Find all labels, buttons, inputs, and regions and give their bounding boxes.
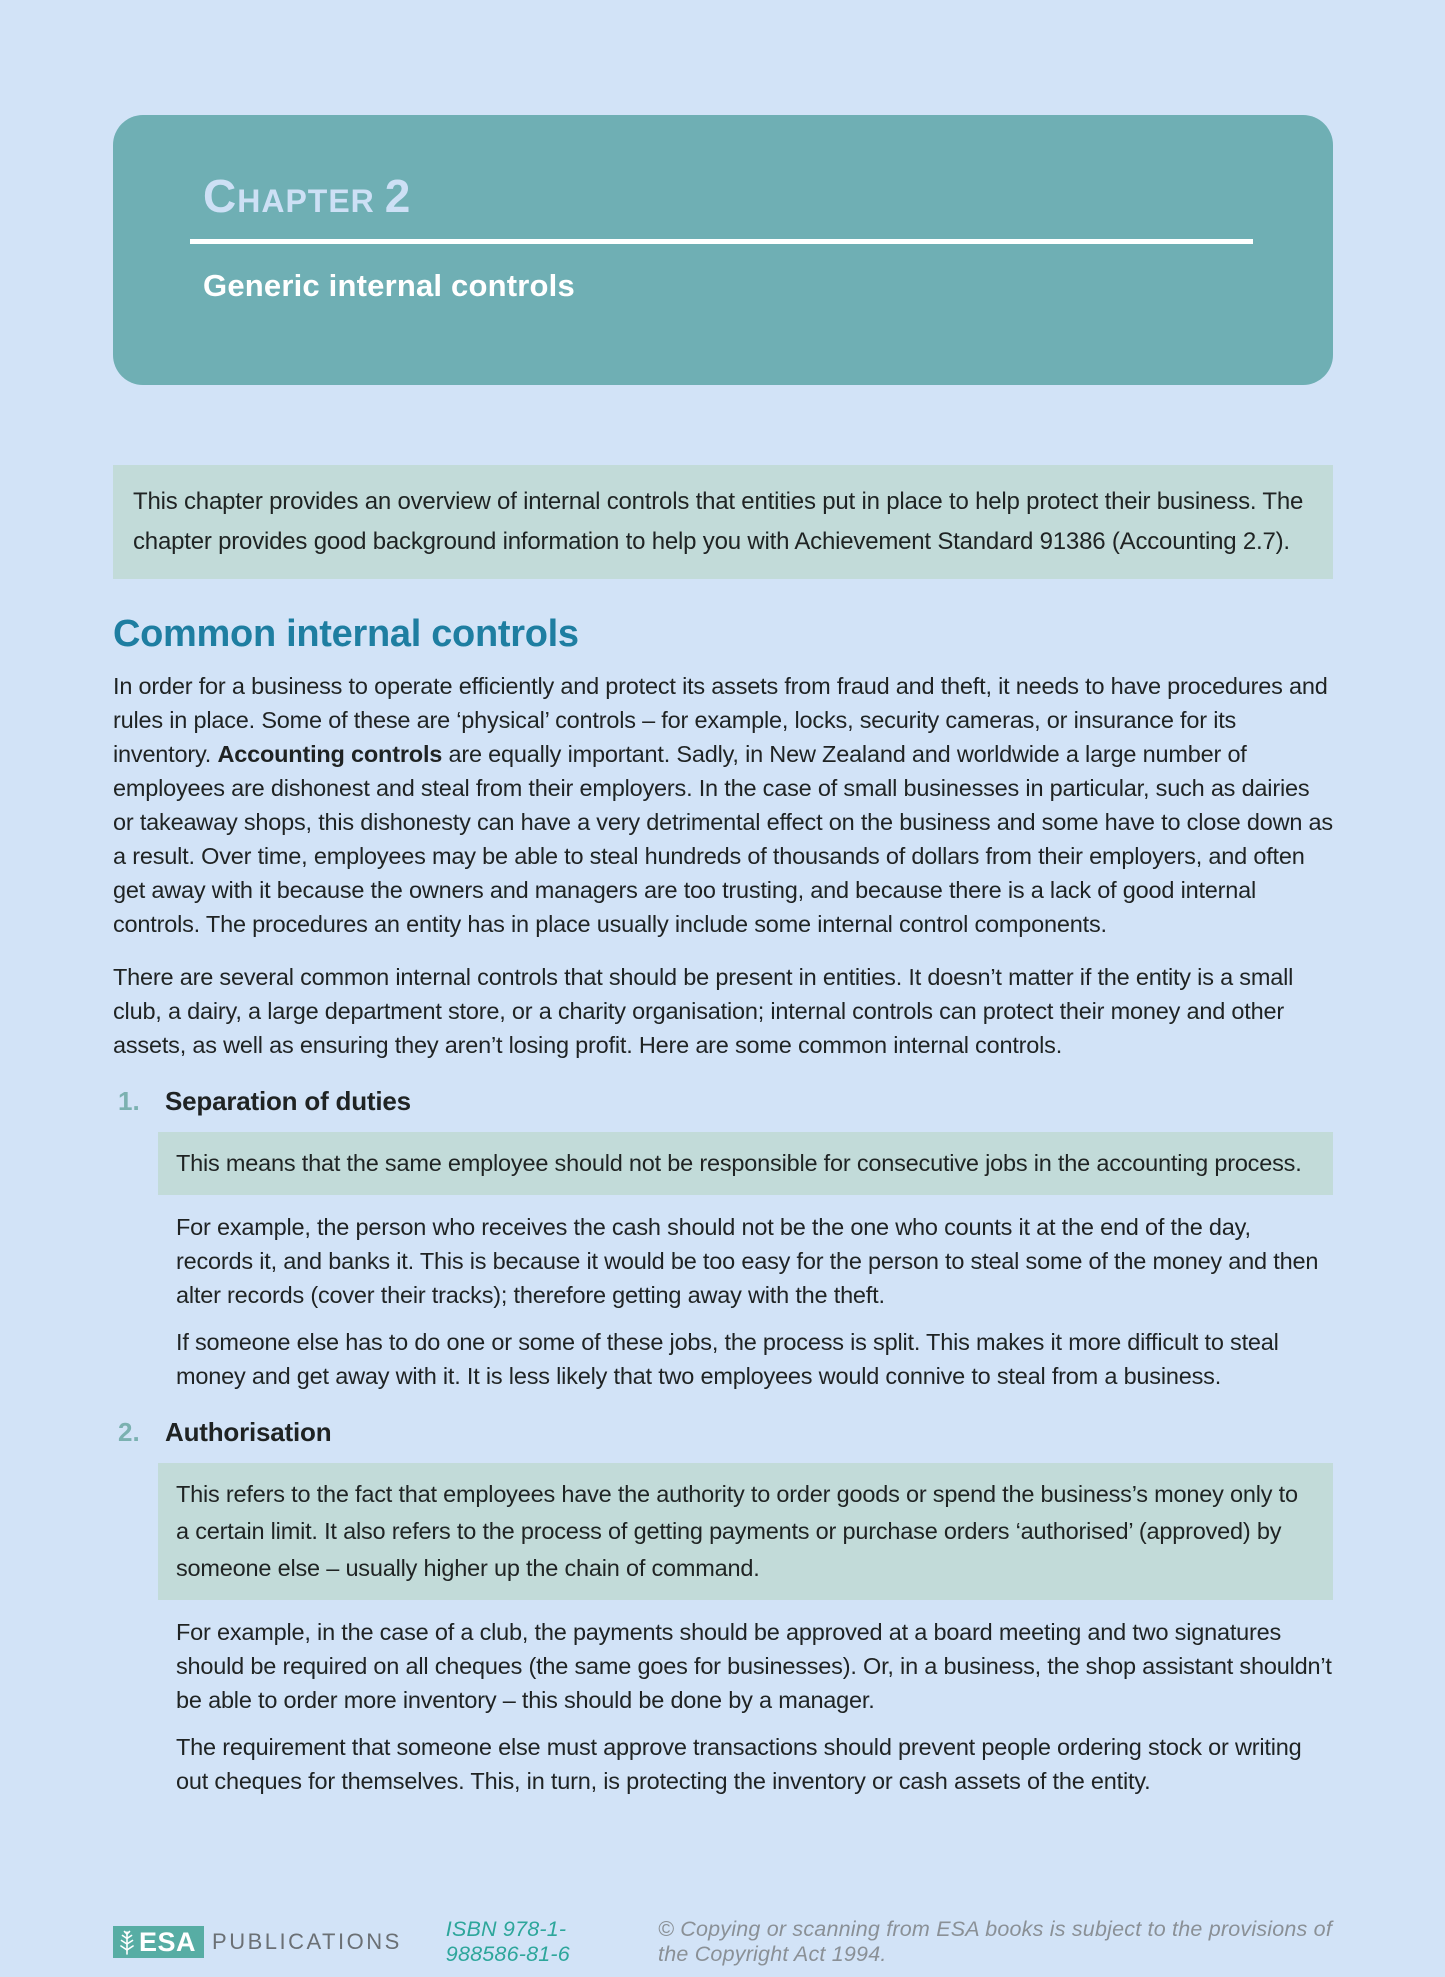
chapter-divider-rule xyxy=(190,239,1253,244)
item-paragraph: For example, the person who receives the cash should not be the one who counts it at the end of the day, records it, and banks it. This is because it would be too easy for the person to steal some of the money and then alter records (cover their tracks); therefore getting away with the theft. xyxy=(176,1214,1319,1308)
chapter-intro-box xyxy=(113,465,1333,579)
chapter-word: Chapter xyxy=(203,170,375,222)
item-paragraph: If someone else has to do one or some of these jobs, the process is split. This makes it more difficult to steal money and get away with it. It is less likely that two employees would connive to steal from a business. xyxy=(176,1329,1279,1389)
chapter-title: Generic internal controls xyxy=(203,268,575,303)
item-body xyxy=(158,1463,1333,1798)
bold-term: Accounting controls xyxy=(217,741,443,767)
chapter-number: 2 xyxy=(384,170,412,222)
list-item-separation-of-duties xyxy=(113,1084,1333,1393)
definition-box: This means that the same employee should not be responsible for consecutive jobs in the accounting process. xyxy=(158,1132,1333,1195)
esa-logo-text: ESA xyxy=(139,1926,197,1957)
item-title: Separation of duties xyxy=(165,1086,411,1116)
definition-box: This refers to the fact that employees have the authority to order goods or spend the business’s money only to a certain limit. It also refers to the process of getting payments or purchase orders ‘authorised’ (approved) by someone else – usually higher up the chain of command. xyxy=(158,1463,1333,1600)
paragraph-text: In order for a business to operate efficiently and protect its assets from fraud and theft, it needs to have procedures and rules in place. Some of these are ‘physical’ controls – for example, locks, security cameras, or insurance for its inventory. xyxy=(113,673,1328,767)
item-heading xyxy=(113,1415,1333,1449)
list-item-authorisation xyxy=(113,1415,1333,1798)
item-number: 2. xyxy=(118,1417,140,1447)
item-body xyxy=(158,1132,1333,1393)
isbn-label: ISBN 978-1-988586-81-6 xyxy=(445,1917,570,1966)
paragraph-text: are equally important. Sadly, in New Zealand and worldwide a large number of employees are dishonest and steal from their employers. In the case of small businesses in particular, such as dairies or takeaway shops, this dishonesty can have a very detrimental effect on the business and some have to close down as a result. Over time, employees may be able to steal hundreds of thousands of dollars from their employers, and often get away with it because the owners and managers are too trusting, and because there is a lack of good internal controls. The procedures an entity has in place usually include some internal control components. xyxy=(113,741,1333,937)
section-paragraph-1 xyxy=(113,669,1333,941)
copyright-notice: © Copying or scanning from ESA books is subject to the provisions of the Copyright Act 1994. xyxy=(658,1917,1333,1966)
chapter-header-banner xyxy=(113,115,1333,385)
publisher-label: PUBLICATIONS xyxy=(212,1929,402,1954)
section-paragraph-2: There are several common internal controls that should be present in entities. It doesn’t matter if the entity is a small club, a dairy, a large department store, or a charity organisation; internal controls can protect their money and other assets, as well as ensuring they aren’t losing profit. Here are some common internal controls. xyxy=(113,964,1294,1058)
chapter-intro-text: This chapter provides an overview of internal controls that entities put in place to help protect their business. The chapter provides good background information to help you with Achievement Standard 91386 (Accounting 2.7). xyxy=(133,488,1304,555)
page-content xyxy=(113,0,1333,1798)
chapter-label xyxy=(203,170,1333,222)
item-title: Authorisation xyxy=(165,1417,332,1447)
item-number: 1. xyxy=(118,1086,140,1116)
fern-icon xyxy=(118,1929,136,1955)
item-paragraph: The requirement that someone else must approve transactions should prevent people ordering stock or writing out cheques for themselves. This, in turn, is protecting the inventory or cash assets of the entity. xyxy=(176,1734,1302,1794)
esa-logo xyxy=(113,1926,204,1958)
item-heading xyxy=(113,1084,1333,1118)
section-heading: Common internal controls xyxy=(113,613,579,655)
page-footer xyxy=(113,1917,1335,1967)
item-paragraph: For example, in the case of a club, the payments should be approved at a board meeting and two signatures should be required on all cheques (the same goes for businesses). Or, in a business, the shop assistant shouldn’t be able to order more inventory – this should be done by a manager. xyxy=(176,1619,1332,1713)
